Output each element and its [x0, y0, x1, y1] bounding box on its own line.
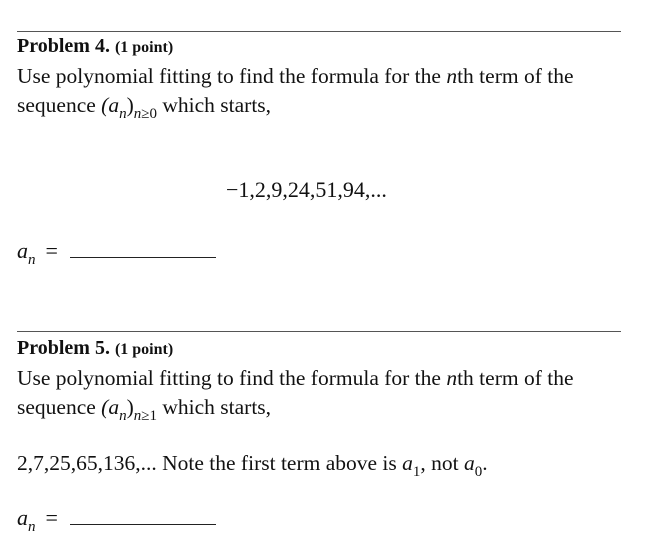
problem-5-sequence-line: 2,7,25,65,136,... Note the first term above is $a_1$, not $a_0$.	[17, 451, 488, 480]
problem-5-statement-line-2: sequence $(a_n)_{n\ge 1}$ which starts,	[17, 395, 272, 424]
problem-5-divider	[17, 331, 621, 332]
problem-4-statement-line-1: Use polynomial fitting to find the formula for the nth term of the	[17, 64, 574, 88]
problem-4-sequence: −1,2,9,24,51,94,...	[226, 177, 387, 202]
problem-5-answer-row	[17, 505, 216, 535]
problem-5-heading	[17, 336, 173, 362]
problem-5-answer-input[interactable]	[70, 524, 216, 525]
problem-4-statement	[17, 62, 627, 120]
answer-variable: $a_n$	[17, 238, 36, 268]
problem-5-number: Problem 5.	[17, 337, 110, 359]
a0-term: $a_0$	[464, 451, 483, 480]
problem-4-divider	[17, 31, 621, 32]
answer-variable: $a_n$	[17, 505, 36, 535]
sequence-notation: $(a_n)_{n\ge 1}$	[101, 395, 157, 424]
equals-sign: =	[45, 238, 58, 263]
a1-term: $a_1$	[402, 451, 421, 480]
problem-4-answer-row	[17, 238, 216, 268]
problem-4-answer-input[interactable]	[70, 257, 216, 258]
problem-4-statement-line-2: sequence $(a_n)_{n\ge 0}$ which starts,	[17, 93, 272, 122]
problem-4-points: (1 point)	[114, 39, 174, 56]
problem-5-sequence: 2,7,25,65,136,...	[17, 451, 157, 475]
sequence-notation: $(a_n)_{n\ge 0}$	[101, 93, 157, 122]
problem-4-number: Problem 4.	[17, 35, 110, 57]
problem-5-statement	[17, 364, 627, 422]
problem-5-statement-line-1: Use polynomial fitting to find the formula for the nth term of the	[17, 366, 574, 390]
problem-5-points: (1 point)	[114, 341, 174, 358]
problem-4-heading	[17, 34, 173, 60]
equals-sign: =	[45, 505, 58, 530]
